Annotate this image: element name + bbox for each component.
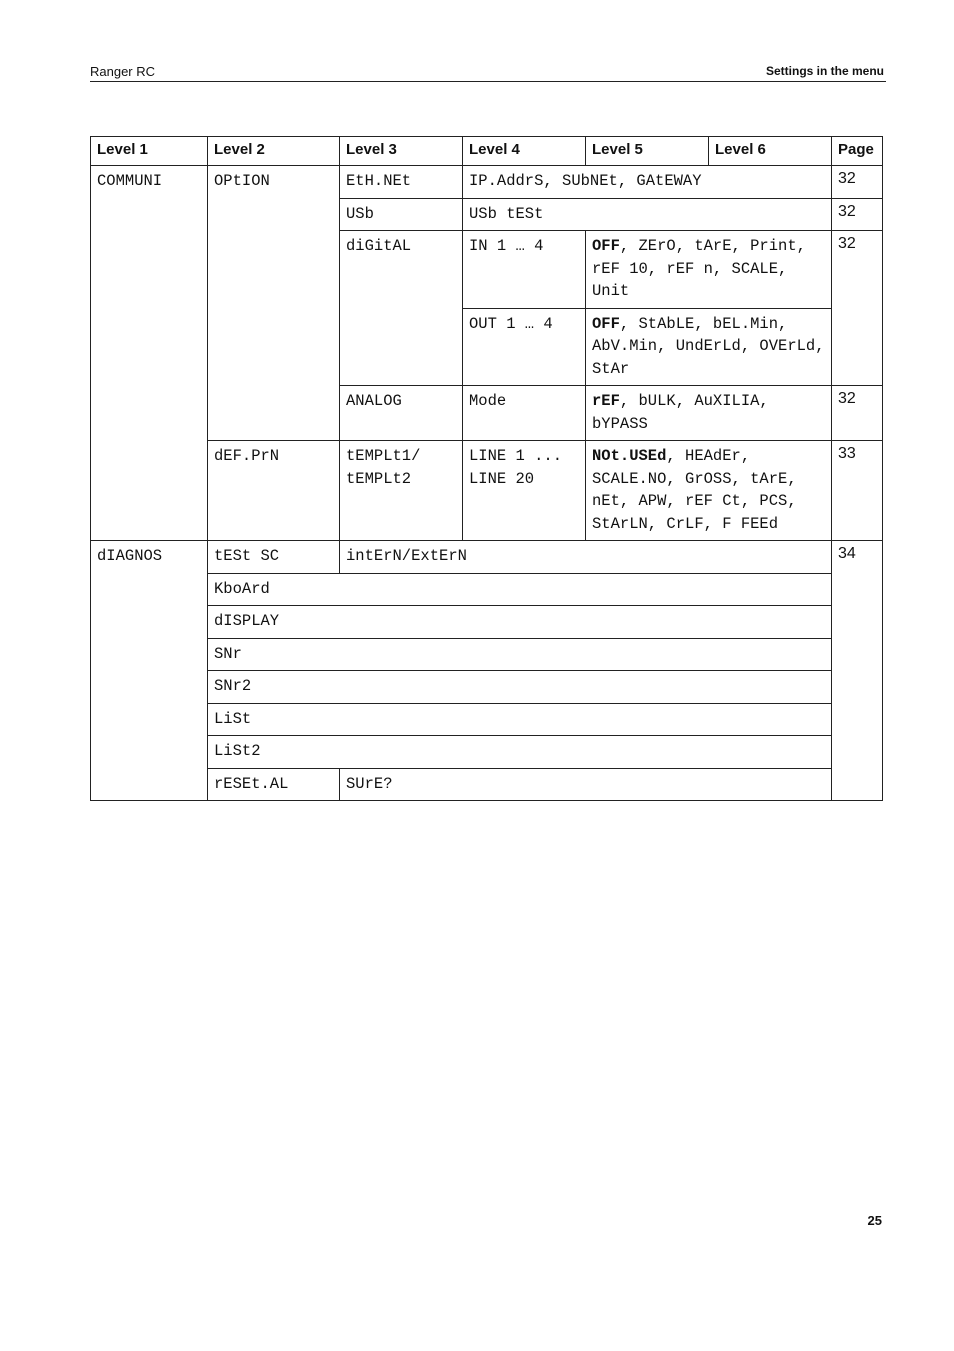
option-values: , bULK, AuXILIA, bYPASS: [592, 392, 769, 433]
option-values: , ZErO, tArE, Print, rEF 10, rEF n, SCALE, Unit: [592, 237, 806, 300]
defprn-values: [586, 441, 832, 541]
table-row: [91, 703, 883, 736]
page-number: 25: [867, 1213, 882, 1228]
level2-test-sc: tESt SC: [208, 541, 340, 574]
column-header-level5: Level 5: [586, 137, 709, 166]
table-row: [91, 768, 883, 801]
digital-out-values: [586, 308, 832, 386]
column-header-level4: Level 4: [463, 137, 586, 166]
option-values: , HEAdEr, SCALE.NO, GrOSS, tArE, nEt, APW, rEF Ct, PCS, StArLN, CrLF, F FEEd: [592, 447, 797, 533]
analog-values: [586, 386, 832, 441]
table-row: [91, 638, 883, 671]
level4-analog-mode: Mode: [463, 386, 586, 441]
level2-serial-number-2: SNr2: [208, 671, 832, 704]
default-value: rEF: [592, 392, 620, 410]
level3-templates: tEMPLt1/ tEMPLt2: [340, 441, 463, 541]
analog-page: 32: [832, 386, 883, 441]
level3-ethnet: EtH.NEt: [340, 166, 463, 199]
column-header-page: Page: [832, 137, 883, 166]
default-value: NOt.USEd: [592, 447, 667, 465]
option-values: , StAbLE, bEL.Min, AbV.Min, UndErLd, OVErLd, StAr: [592, 314, 825, 378]
level2-display: dISPLAY: [208, 606, 832, 639]
column-header-level1: Level 1: [91, 137, 208, 166]
table-row: [91, 166, 883, 199]
diagnos-page: 34: [832, 541, 883, 801]
table-header-row: [91, 137, 883, 166]
table-row: [91, 671, 883, 704]
usb-values: USb tESt: [463, 198, 832, 231]
level2-defprn: dEF.PrN: [208, 441, 340, 541]
table-row: [91, 573, 883, 606]
level2-serial-number: SNr: [208, 638, 832, 671]
level2-keyboard: KboArd: [208, 573, 832, 606]
table-row: [91, 441, 883, 541]
usb-page: 32: [832, 198, 883, 231]
header-section-title: Settings in the menu: [765, 64, 884, 78]
table-row: [91, 736, 883, 769]
column-header-level2: Level 2: [208, 137, 340, 166]
digital-page: 32: [832, 231, 883, 386]
reset-confirm: SUrE?: [340, 768, 832, 801]
table-row: [91, 606, 883, 639]
level3-usb: USb: [340, 198, 463, 231]
page-header: [90, 64, 886, 82]
menu-settings-table: [90, 136, 883, 801]
level1-diagnos: dIAGNOS: [91, 541, 208, 801]
level2-option: OPtION: [208, 166, 340, 441]
table-row: [91, 541, 883, 574]
level4-digital-in: IN 1 … 4: [463, 231, 586, 309]
level3-digital: diGitAL: [340, 231, 463, 386]
default-value: OFF: [592, 314, 620, 333]
level2-list-2: LiSt2: [208, 736, 832, 769]
column-header-level3: Level 3: [340, 137, 463, 166]
level4-digital-out: OUT 1 … 4: [463, 308, 586, 386]
ethnet-page: 32: [832, 166, 883, 199]
digital-in-values: [586, 231, 832, 309]
level2-list: LiSt: [208, 703, 832, 736]
ethnet-values: IP.AddrS, SUbNEt, GAtEWAY: [463, 166, 832, 199]
level3-analog: ANALOG: [340, 386, 463, 441]
level1-communi: COMMUNI: [91, 166, 208, 541]
level4-lines: LINE 1 ... LINE 20: [463, 441, 586, 541]
test-sc-values: intErN/ExtErN: [340, 541, 832, 574]
default-value: OFF: [592, 237, 620, 255]
defprn-page: 33: [832, 441, 883, 541]
header-product-name: Ranger RC: [90, 64, 156, 79]
level2-reset-all: rESEt.AL: [208, 768, 340, 801]
column-header-level6: Level 6: [709, 137, 832, 166]
